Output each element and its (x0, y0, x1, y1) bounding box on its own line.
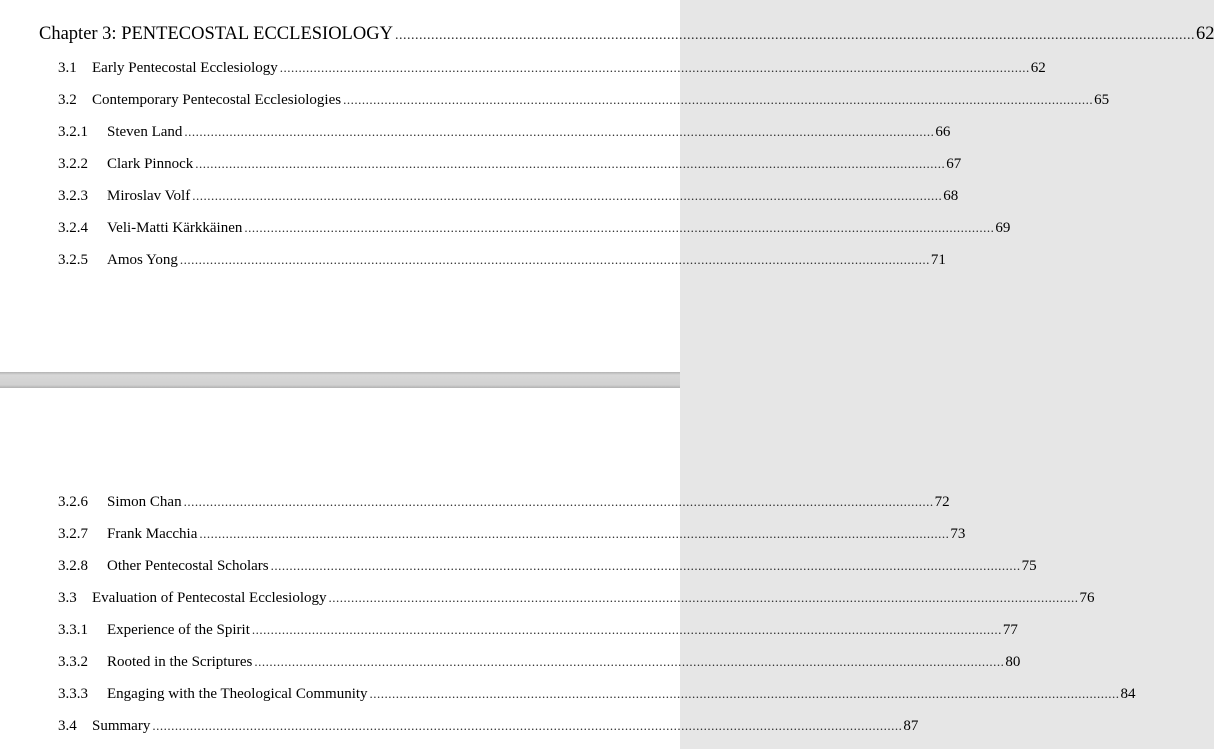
toc-entry-chapter-3[interactable] (39, 23, 1214, 47)
toc-entry-3-3-2[interactable] (58, 653, 1021, 671)
toc-entry-title: Amos Yong (107, 252, 178, 268)
toc-page-number: 87 (903, 718, 919, 734)
toc-page-number: 76 (1079, 590, 1095, 606)
toc-section-number: 3.3 (58, 590, 77, 606)
toc-entry-3-2[interactable] (58, 91, 1110, 109)
toc-entry-3-2-2[interactable] (58, 155, 962, 173)
toc-section-number: 3.3.2 (58, 654, 88, 670)
toc-page-number: 62 (1195, 24, 1214, 44)
toc-section-number: 3.1 (58, 60, 77, 76)
toc-dot-leader: ........................................................................................................................................................................................................ (199, 526, 950, 541)
toc-dot-leader: ........................................................................................................................................................................................................ (184, 124, 935, 139)
toc-page-number: 67 (946, 156, 962, 172)
toc-page-number: 72 (934, 494, 950, 510)
toc-entry-title: Evaluation of Pentecostal Ecclesiology (92, 590, 327, 606)
toc-entry-title: Summary (92, 718, 151, 734)
toc-entry-title: Steven Land (107, 124, 183, 140)
toc-entry-3-2-7[interactable] (58, 525, 966, 543)
toc-section-number: 3.3.3 (58, 686, 88, 702)
toc-entry-title: Early Pentecostal Ecclesiology (92, 60, 278, 76)
toc-entry-title: Other Pentecostal Scholars (107, 558, 269, 574)
toc-page-number: 65 (1094, 92, 1110, 108)
toc-page-number: 62 (1030, 60, 1046, 76)
toc-page-number: 73 (950, 526, 966, 542)
toc-entry-3-2-6[interactable] (58, 493, 950, 511)
toc-entry-title: Chapter 3: PENTECOSTAL ECCLESIOLOGY (39, 24, 393, 44)
toc-page-number: 71 (930, 252, 946, 268)
toc-section-number: 3.2.5 (58, 252, 88, 268)
toc-page-number: 66 (935, 124, 951, 140)
toc-page-number: 80 (1005, 654, 1021, 670)
toc-entry-3-2-4[interactable] (58, 219, 1011, 237)
toc-entry-3-4[interactable] (58, 717, 919, 735)
toc-section-number: 3.2.1 (58, 124, 88, 140)
toc-dot-leader: ........................................................................................................................................................................................................ (244, 220, 995, 235)
toc-section-number: 3.2.6 (58, 494, 88, 510)
page-separator (0, 372, 680, 388)
toc-entry-title: Simon Chan (107, 494, 182, 510)
toc-section-number: 3.4 (58, 718, 77, 734)
toc-entry-title: Contemporary Pentecostal Ecclesiologies (92, 92, 342, 108)
toc-dot-leader: ........................................................................................................................................................................................................ (183, 494, 934, 509)
toc-entry-3-1[interactable] (58, 59, 1046, 77)
toc-dot-leader: ........................................................................................................................................................................................................ (270, 558, 1021, 573)
toc-dot-leader: ........................................................................................................................................................................................................ (369, 686, 1120, 701)
toc-dot-leader: ........................................................................................................................................................................................................ (343, 92, 1094, 107)
toc-entry-title: Veli-Matti Kärkkäinen (107, 220, 243, 236)
toc-page-number: 69 (995, 220, 1011, 236)
toc-section-number: 3.2.2 (58, 156, 88, 172)
toc-page-number: 77 (1002, 622, 1018, 638)
toc-dot-leader: ........................................................................................................................................................................................................ (195, 156, 946, 171)
toc-section-number: 3.2.4 (58, 220, 88, 236)
toc-dot-leader: ........................................................................................................................................................................................................ (251, 622, 1002, 637)
toc-section-number: 3.2.8 (58, 558, 88, 574)
toc-page-number: 75 (1021, 558, 1037, 574)
toc-entry-3-3-3[interactable] (58, 685, 1136, 703)
toc-section-number: 3.2 (58, 92, 77, 108)
toc-dot-leader: ........................................................................................................................................................................................................ (254, 654, 1005, 669)
toc-dot-leader: ........................................................................................................................................................................................................ (279, 60, 1030, 75)
toc-section-number: 3.2.7 (58, 526, 88, 542)
toc-entry-title: Rooted in the Scriptures (107, 654, 253, 670)
toc-dot-leader: ........................................................................................................................................................................................................ (192, 188, 943, 203)
document-page-bottom (0, 388, 1136, 749)
toc-entry-3-2-1[interactable] (58, 123, 951, 141)
toc-section-number: 3.3.1 (58, 622, 88, 638)
toc-page-number: 68 (943, 188, 959, 204)
toc-page-number: 84 (1120, 686, 1136, 702)
toc-dot-leader: ........................................................................................................................................................................................................ (179, 252, 930, 267)
toc-dot-leader: ........................................................................................................................................................................................................ (152, 718, 903, 733)
toc-entry-title: Clark Pinnock (107, 156, 194, 172)
toc-entry-3-2-8[interactable] (58, 557, 1037, 575)
toc-entry-title: Frank Macchia (107, 526, 198, 542)
toc-entry-3-2-3[interactable] (58, 187, 959, 205)
toc-section-number: 3.2.3 (58, 188, 88, 204)
document-page-top (0, 0, 1214, 372)
toc-entry-3-3-1[interactable] (58, 621, 1018, 639)
toc-dot-leader: ........................................................................................................................................................................................................ (328, 590, 1079, 605)
toc-entry-title: Experience of the Spirit (107, 622, 250, 638)
toc-entry-3-3[interactable] (58, 589, 1095, 607)
toc-dot-leader: ........................................................................................................................................................................................................ (394, 28, 1195, 43)
toc-entry-3-2-5[interactable] (58, 251, 946, 269)
toc-entry-title: Miroslav Volf (107, 188, 191, 204)
toc-entry-title: Engaging with the Theological Community (107, 686, 368, 702)
